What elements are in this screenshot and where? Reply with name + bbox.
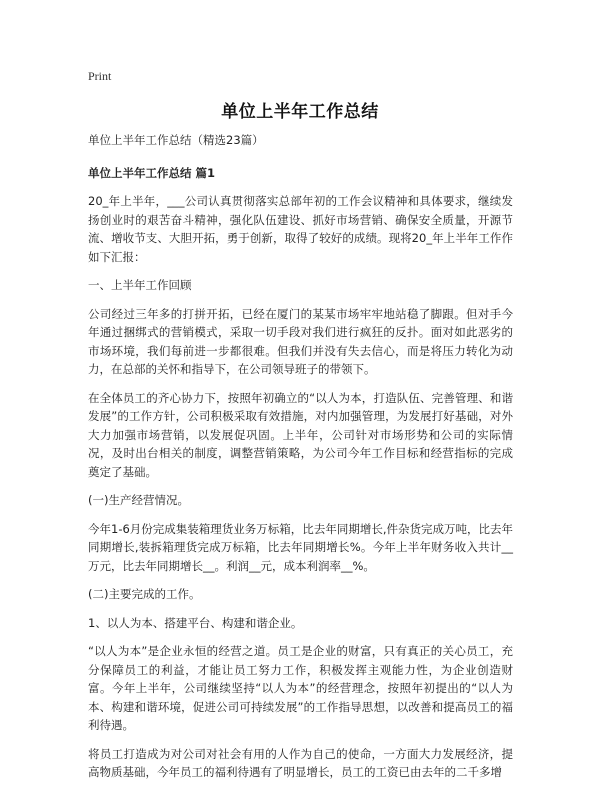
paragraph: 将员工打造成为对公司对社会有用的人作为自己的使命，一方面大力发展经济，提高物质基础，今年员工的福利待遇有了明显增长，员工的工资已由去年的二千多增 — [88, 746, 513, 779]
paragraph: 在全体员工的齐心协力下，按照年初确立的“以人为本，打造队伍、完善管理、和谐发展”的工作方针，公司积极采取有效措施，对内加强管理，为发展打好基础，对外大力加强市场营销，以发展促巩固。上半年，公司针对市场形势和公司的实际情况，及时出台相关的制度，调整营销策略，为公司今年工作目标和经营指标的完成奠定了基础。 — [88, 390, 513, 479]
section-heading: 单位上半年工作总结 篇1 — [88, 165, 216, 180]
subtitle: 单位上半年工作总结（精选23篇） — [88, 133, 264, 147]
paragraph: 1、以人为本、搭建平台、构建和谐企业。 — [88, 615, 303, 630]
paragraph: 公司经过三年多的打拼开拓，已经在厦门的某某市场牢牢地站稳了脚跟。但对手今年通过捆绑式的营销模式，采取一切手段对我们进行疯狂的反扑。面对如此恶劣的市场环境，我们每前进一步都很难。但我们并没有失去信心，而是将压力转化为动力，在总部的关怀和指导下，在公司领导班子的带领下。 — [88, 306, 513, 376]
paragraph: “以人为本”是企业永恒的经营之道。员工是企业的财富，只有真正的关心员工，充分保障员工的利益，才能让员工努力工作，积极发挥主观能力性，为企业创造财富。今年上半年，公司继续坚持“以人为本”的经营理念，按照年初提出的“以人为本、构建和谐环境，促进公司可持续发展”的工作指导思想，以改善和提高员工的福利待遇。 — [88, 644, 513, 732]
print-link[interactable]: Print — [88, 69, 112, 83]
paragraph: (二)主要完成的工作。 — [88, 587, 201, 601]
paragraph: 今年1-6月份完成集装箱理货业务万标箱，比去年同期增长,件杂货完成万吨，比去年同期增长,装拆箱理货完成万标箱，比去年同期增长%。今年上半年财务收入共计__万元，比去年同期增长__。利润__元，成本利润率__%。 — [88, 521, 513, 573]
page-title: 单位上半年工作总结 — [221, 102, 379, 122]
document-body — [88, 131, 513, 792]
paragraph: (一)生产经营情况。 — [88, 493, 189, 507]
paragraph: 一、上半年工作回顾 — [88, 278, 192, 292]
paragraph: 20_年上半年，___公司认真贯彻落实总部年初的工作会议精神和具体要求，继续发扬创业时的艰苦奋斗精神，强化队伍建设、抓好市场营销、确保安全质量，开源节流、增收节支、大胆开拓，勇于创新，取得了较好的成绩。现将20_年上半年工作作如下汇报： — [88, 194, 513, 264]
